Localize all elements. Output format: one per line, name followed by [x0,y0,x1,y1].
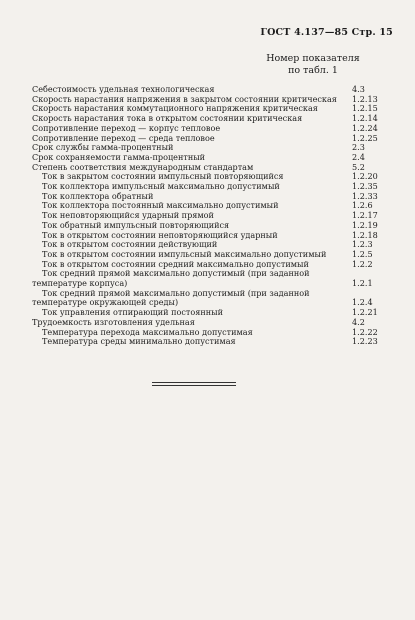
index-row-number: 1.2.4 [352,297,373,308]
column-header-line-1: Номер показателя [266,53,360,64]
index-row-text: Сопротивление переход — среда тепловое [32,132,215,143]
index-row [32,289,382,308]
index-row [32,337,382,347]
index-row-text: Ток управления отпирающий постоянный [42,307,223,318]
index-row-number: 1.2.1 [352,278,373,289]
index-row-number: 1.2.18 [352,229,378,240]
index-row-text: Скорость нарастания коммутационного напряжения критическая [32,103,318,114]
index-row-number: 1.2.19 [352,219,378,230]
index-row-text: Ток в открытом состоянии импульсный максимально допустимый [42,248,327,259]
index-row-text: Ток коллектора постоянный максимально допустимый [42,200,279,211]
index-row-number: 4.3 [352,84,365,94]
index-row-text: Ток средний прямой максимально допустимый (при заданной температуре корпуса) [32,268,310,289]
index-row-number: 1.2.21 [352,307,378,318]
index-row-text: Ток в открытом состоянии действующий [42,239,218,250]
index-row-text: Температура среды минимально допустимая [42,336,236,347]
index-row-text: Трудоемкость изготовления удельная [32,316,195,327]
index-row-text: Степень соответствия международным стандартам [32,161,254,172]
index-row-text: Себестоимость удельная технологическая [32,84,215,94]
index-row-text: Ток в открытом состоянии средний максимально допустимый [42,258,309,269]
index-row-text: Ток обратный импульсный повторяющийся [42,219,230,230]
index-row-number: 1.2.20 [352,171,378,182]
index-row-number: 1.2.14 [352,113,378,124]
index-row-text: Ток средний прямой максимально допустимый (при заданной температуре окружающей среды) [32,287,310,308]
index-row-number: 1.2.2 [352,258,373,269]
index-row-number: 1.2.35 [352,181,378,192]
end-rule [152,382,236,383]
index-row-number: 1.2.5 [352,248,373,259]
index-list [32,85,382,347]
index-row-number: 4.2 [352,316,365,327]
index-row-number: 1.2.23 [352,336,378,347]
index-row-text: Ток в открытом состоянии неповторяющийся ударный [42,229,278,240]
index-row-text: Температура перехода максимально допустимая [42,326,253,337]
index-row-text: Ток коллектора обратный [42,190,154,201]
index-row-text: Срок сохраняемости гамма-процентный [32,151,206,162]
index-row-number: 1.2.22 [352,326,378,337]
index-row-number: 1.2.25 [352,132,378,143]
index-row-number: 1.2.3 [352,239,373,250]
index-row-number: 2.4 [352,151,365,162]
index-row-text: Скорость нарастания напряжения в закрытом состоянии критическая [32,93,337,104]
index-row-text: Скорость нарастания тока в открытом состоянии критическая [32,113,303,124]
index-row [32,269,382,288]
index-row-number: 1.2.6 [352,200,373,211]
index-row-number: 1.2.33 [352,190,378,201]
index-row-number: 2.3 [352,142,365,153]
index-row-text: Ток в закрытом состоянии импульсный повторяющийся [42,171,284,182]
column-header-line-2: по табл. 1 [288,65,338,76]
index-row-number: 1.2.13 [352,93,378,104]
end-rule-lower [152,385,236,386]
index-row-text: Сопротивление переход — корпус тепловое [32,122,221,133]
index-row-number: 1.2.24 [352,122,378,133]
index-row-text: Ток коллектора импульсный максимально допустимый [42,181,280,192]
index-row-number: 1.2.15 [352,103,378,114]
column-header [253,53,373,77]
index-row-text: Ток неповторяющийся ударный прямой [42,210,214,221]
index-row-text: Срок службы гамма-процентный [32,142,174,153]
index-row-number: 5.2 [352,161,365,172]
page-header: ГОСТ 4.137—85 Стр. 15 [260,27,393,38]
index-row-number: 1.2.17 [352,210,378,221]
